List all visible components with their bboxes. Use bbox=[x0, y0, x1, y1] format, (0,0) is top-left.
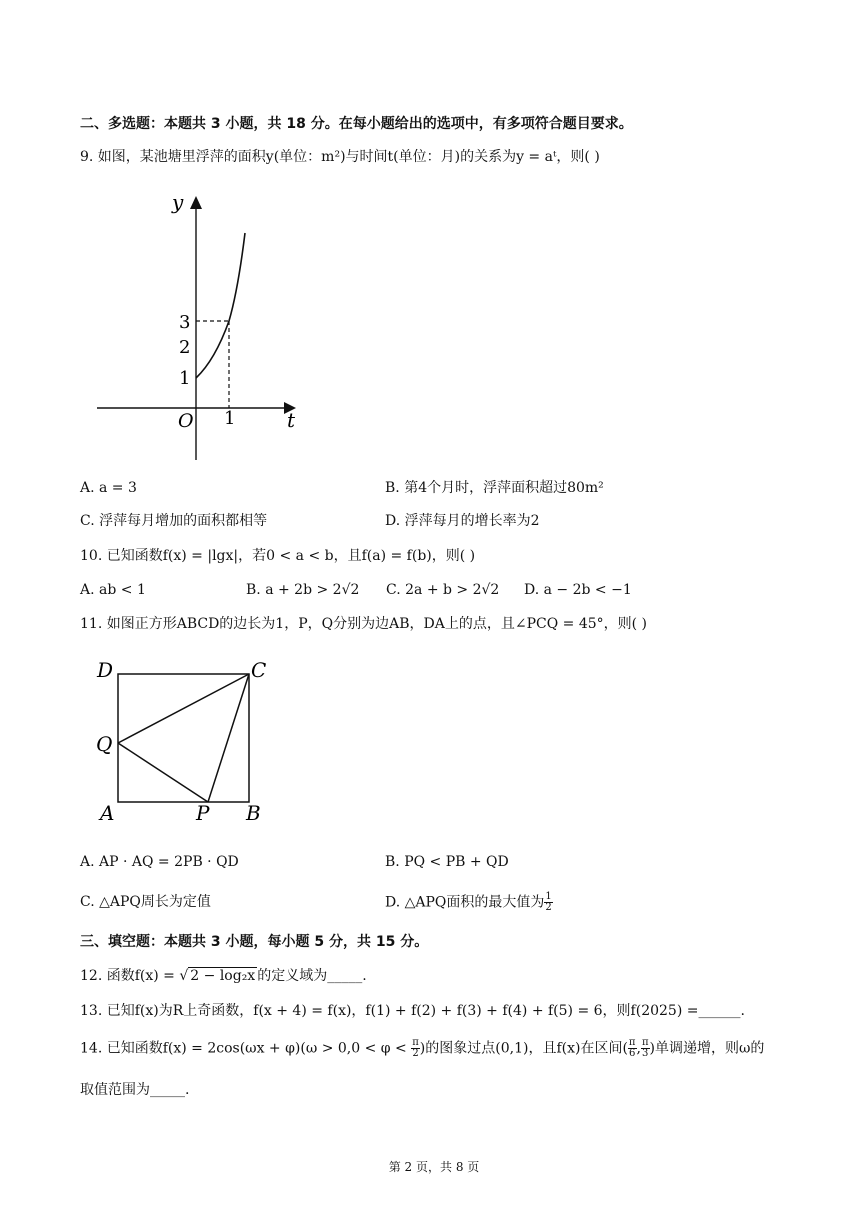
vertex-d-label: D bbox=[97, 658, 114, 682]
t-axis-label: t bbox=[287, 408, 296, 432]
question-13-stem: 13. 已知f(x)为R上奇函数，f(x + 4) = f(x)，f(1) + f(2) + f(3) + f(4) + f(5) = 6，则f(2025) =______. bbox=[80, 1003, 745, 1019]
y-tick-2: 2 bbox=[179, 337, 191, 358]
q10-option-d: D. a − 2b < −1 bbox=[524, 582, 632, 598]
point-p-label: P bbox=[196, 801, 210, 825]
origin-label: O bbox=[178, 410, 194, 432]
q12-radicand: 2 − log₂x bbox=[190, 968, 256, 984]
q11-option-d bbox=[385, 892, 553, 913]
question-9-stem: 9. 如图，某池塘里浮萍的面积y(单位：m²)与时间t(单位：月)的关系为y = aᵗ，则( ) bbox=[80, 149, 600, 165]
q9-option-c: C. 浮萍每月增加的面积都相等 bbox=[80, 513, 268, 529]
q10-option-b: B. a + 2b > 2√2 bbox=[246, 582, 360, 598]
q12-prefix: 12. 函数f(x) = bbox=[80, 968, 180, 984]
q11-option-d-text: D. △APQ面积的最大值为 bbox=[385, 894, 545, 911]
question-10-stem: 10. 已知函数f(x) = |lgx|，若0 < a < b，且f(a) = f(b)，则( ) bbox=[80, 548, 476, 564]
q11-option-c: C. △APQ周长为定值 bbox=[80, 894, 211, 910]
question-11-stem: 11. 如图正方形ABCD的边长为1，P，Q分别为边AB，DA上的点，且∠PCQ = 45°，则( ) bbox=[80, 616, 648, 632]
section-3-title: 三、填空题：本题共 3 小题，每小题 5 分，共 15 分。 bbox=[80, 934, 429, 950]
y-tick-3: 3 bbox=[179, 312, 191, 333]
section-2-title: 二、多选题：本题共 3 小题，共 18 分。在每小题给出的选项中，有多项符合题目要求。 bbox=[80, 116, 633, 132]
q10-option-a: A. ab < 1 bbox=[80, 582, 146, 598]
vertex-b-label: B bbox=[246, 801, 261, 825]
page-footer: 第 2 页，共 8 页 bbox=[388, 1160, 480, 1174]
q10-option-c: C. 2a + b > 2√2 bbox=[386, 582, 500, 598]
vertex-c-label: C bbox=[251, 658, 267, 682]
q11-option-a: A. AP · AQ = 2PB · QD bbox=[80, 854, 239, 870]
q12-suffix: 的定义域为_____. bbox=[257, 968, 367, 984]
y-axis-label: y bbox=[172, 190, 184, 214]
point-q-label: Q bbox=[96, 732, 113, 756]
question-12: 12. 函数f(x) = √ 2 − log₂x 的定义域为_____. bbox=[80, 968, 367, 984]
y-tick-1: 1 bbox=[179, 368, 191, 389]
fraction-one-half: $\frac{1}{2}$ bbox=[545, 891, 552, 913]
q9-option-d: D. 浮萍每月的增长率为2 bbox=[385, 513, 540, 529]
q9-option-b: B. 第4个月时，浮萍面积超过80m² bbox=[385, 480, 604, 496]
question-14-line-2: 取值范围为_____. bbox=[80, 1082, 190, 1098]
question-14-line-1: 14. 已知函数f(x) = 2cos(ωx + φ)(ω > 0,0 < φ < $\frac{\pi}{2}$ )的图象过点(0,1)，且f(x)在区间( $\frac{\pi}{6}$ , $\frac{\pi}{3}$ )单调递增，则ω的 bbox=[80, 1037, 765, 1059]
q11-option-b: B. PQ < PB + QD bbox=[385, 854, 509, 870]
q9-option-a: A. a = 3 bbox=[80, 480, 137, 496]
vertex-a-label: A bbox=[100, 801, 115, 825]
t-tick-1: 1 bbox=[224, 408, 236, 429]
